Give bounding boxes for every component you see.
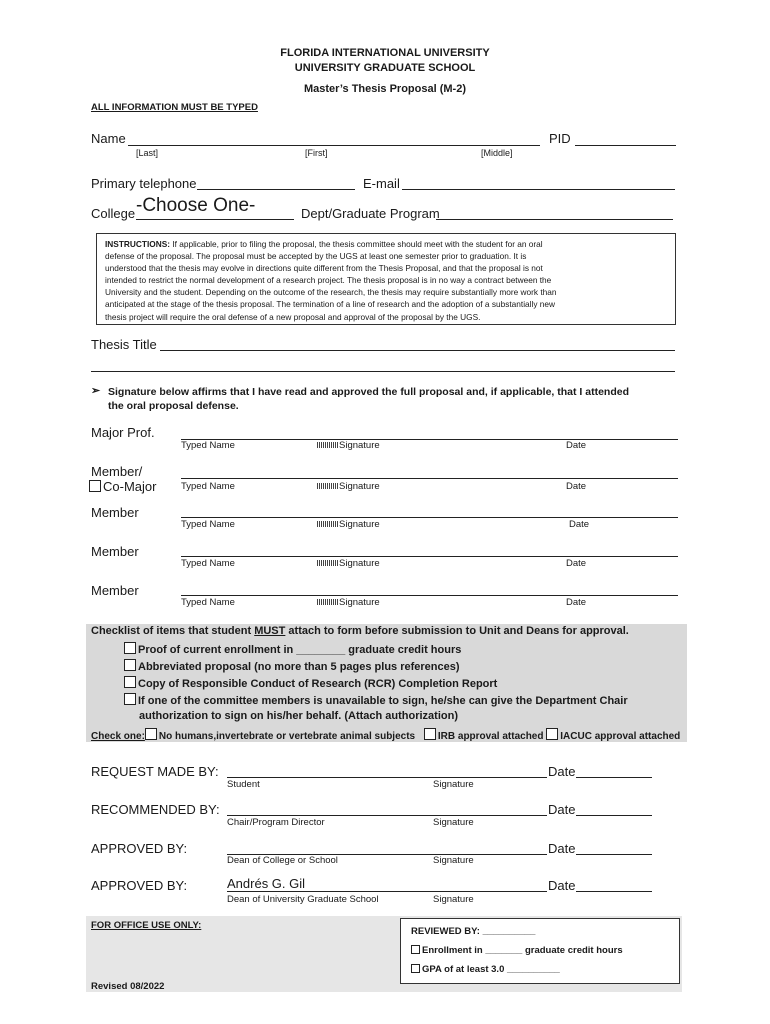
affirmation-line-1: Signature below affirms that I have read and approved the full proposal and, if applicable, that I attended [108, 386, 630, 398]
approved-college-date-label: Date [548, 841, 576, 856]
major-date: Date [566, 440, 587, 451]
approved-college-date-input[interactable] [576, 854, 652, 855]
checklist-item-rcr: Copy of Responsible Conduct of Research (RCR) Completion Report [124, 676, 497, 690]
member-1-date: Date [569, 519, 590, 530]
major-prof-line[interactable] [181, 439, 678, 440]
signature-field-icon [317, 560, 339, 566]
office-gpa: GPA of at least 3.0 __________ [411, 964, 560, 975]
co-major-label: Co-Major [89, 479, 156, 494]
no-subjects-checkbox[interactable] [145, 728, 157, 740]
typed-notice: ALL INFORMATION MUST BE TYPED [91, 102, 258, 113]
approved-ugs-date-label: Date [548, 878, 576, 893]
irb-checkbox[interactable] [424, 728, 436, 740]
university-name: FLORIDA INTERNATIONAL UNIVERSITY [280, 47, 490, 59]
affirmation-line-2: the oral proposal defense. [108, 400, 239, 412]
co-major-signature: Signature [317, 481, 380, 492]
approved-ugs-label: APPROVED BY: [91, 878, 188, 893]
member-1-typed-name: Typed Name [181, 519, 235, 530]
name-label: Name [91, 131, 126, 146]
reviewed-by: REVIEWED BY: __________ [411, 926, 536, 937]
no-subjects-option: No humans,invertebrate or vertebrate animal subjects [158, 731, 416, 742]
thesis-title-input[interactable] [160, 350, 675, 351]
dept-input[interactable] [436, 219, 673, 220]
office-gpa-checkbox[interactable] [411, 964, 420, 973]
instructions-line-6: anticipated at the stage of the thesis proposal. The termination of a line of research and the adoption of a substantially new [105, 299, 556, 310]
member-3-typed-name: Typed Name [181, 597, 235, 608]
signature-field-icon [317, 521, 339, 527]
affirmation-bullet: ➢ [91, 385, 101, 397]
first-sub-label: [First] [305, 148, 328, 158]
checklist-panel [86, 624, 687, 742]
member-1-line[interactable] [181, 517, 678, 518]
phone-label: Primary telephone [91, 176, 197, 191]
member-2-signature: Signature [317, 558, 380, 569]
request-date-label: Date [548, 764, 576, 779]
approved-ugs-signature-line[interactable] [227, 891, 547, 892]
abbreviated-checkbox[interactable] [124, 659, 136, 671]
last-sub-label: [Last] [136, 148, 159, 158]
member-3-signature: Signature [317, 597, 380, 608]
dean-ugs-sub-label: Dean of University Graduate School [227, 894, 379, 905]
instructions-box [96, 233, 676, 325]
member-2-date: Date [566, 558, 587, 569]
approved-ugs-date-input[interactable] [576, 891, 652, 892]
checklist-item-unavailable: If one of the committee members is unavailable to sign, he/she can give the Department Chair [124, 693, 628, 707]
student-sub-label: Student [227, 779, 260, 790]
dept-label: Dept/Graduate Program [301, 206, 440, 221]
college-select[interactable]: -Choose One- [136, 195, 256, 216]
checklist-item-enrollment: Proof of current enrollment in ________ graduate credit hours [124, 642, 461, 656]
request-date-input[interactable] [576, 777, 652, 778]
college-label: College [91, 206, 136, 221]
member-1-label: Member [91, 505, 139, 520]
co-major-date: Date [566, 481, 587, 492]
major-signature: Signature [317, 440, 380, 451]
signature-field-icon [317, 599, 339, 605]
middle-sub-label: [Middle] [481, 148, 513, 158]
member-slash-label: Member/ [91, 464, 143, 479]
member-3-line[interactable] [181, 595, 678, 596]
checklist-item-unavailable-cont: authorization to sign on his/her behalf. (Attach authorization) [139, 710, 458, 722]
unavailable-checkbox[interactable] [124, 693, 136, 705]
check-one-label: Check one: [91, 731, 145, 742]
instructions-line-3: understood that the thesis may evolve in directions quite different from the Thesis Proposal, and that the proposal is not [105, 263, 543, 274]
iacuc-option: IACUC approval attached [560, 731, 681, 742]
enrollment-checkbox[interactable] [124, 642, 136, 654]
instructions-line-7: thesis project will require the oral defense of a new proposal and approval of the proposal by the UGS. [105, 311, 481, 322]
chair-signature-sub-label: Signature [433, 817, 474, 828]
checklist-heading: Checklist of items that student MUST attach to form before submission to Unit and Deans for approval. [91, 625, 629, 637]
student-signature-sub-label: Signature [433, 779, 474, 790]
member-2-line[interactable] [181, 556, 678, 557]
member-2-typed-name: Typed Name [181, 558, 235, 569]
thesis-title-input-line2[interactable] [91, 371, 675, 372]
rcr-checkbox[interactable] [124, 676, 136, 688]
recommended-date-label: Date [548, 802, 576, 817]
member-3-date: Date [566, 597, 587, 608]
dean-name: Andrés G. Gil [227, 876, 306, 891]
dean-college-sub-label: Dean of College or School [227, 855, 338, 866]
request-signature-line[interactable] [227, 777, 547, 778]
chair-sub-label: Chair/Program Director [227, 817, 325, 828]
office-enrollment: Enrollment in _______ graduate credit hours [411, 945, 623, 956]
request-made-label: REQUEST MADE BY: [91, 764, 219, 779]
co-major-line[interactable] [181, 478, 678, 479]
instructions-line-2: defense of the proposal. The proposal must be accepted by the UGS at least one semester prior to graduation. It is [105, 251, 527, 262]
check-one-row [91, 728, 680, 742]
checklist-item-abbreviated: Abbreviated proposal (no more than 5 pages plus references) [124, 659, 460, 673]
co-major-typed-name: Typed Name [181, 481, 235, 492]
email-label: E-mail [363, 176, 400, 191]
irb-option: IRB approval attached [437, 731, 544, 742]
review-box [400, 918, 680, 984]
signature-field-icon [317, 483, 339, 489]
pid-label: PID [549, 131, 571, 146]
revised-date: Revised 08/2022 [91, 981, 165, 992]
college-underline [136, 219, 294, 220]
dean-college-signature-sub-label: Signature [433, 855, 474, 866]
co-major-checkbox[interactable] [89, 480, 101, 492]
instructions-line-4: intended to restrict the normal development of a research project. The thesis proposal is in no way a contract between the [105, 275, 552, 286]
phone-input[interactable] [197, 189, 355, 190]
member-3-label: Member [91, 583, 139, 598]
major-typed-name: Typed Name [181, 440, 235, 451]
dean-ugs-signature-sub-label: Signature [433, 894, 474, 905]
iacuc-checkbox[interactable] [546, 728, 558, 740]
pid-input[interactable] [575, 145, 676, 146]
signature-field-icon [317, 442, 339, 448]
office-use-label: FOR OFFICE USE ONLY: [91, 920, 202, 931]
instructions-line-1: INSTRUCTIONS: If applicable, prior to filing the proposal, the thesis committee should meet with the student for an oral [105, 239, 543, 249]
instructions-line-5: University and the student. Depending on the outcome of the research, the thesis may require substantially more work than [105, 287, 557, 298]
form-title: Master’s Thesis Proposal (M-2) [304, 83, 466, 95]
name-input[interactable] [128, 145, 540, 146]
member-2-label: Member [91, 544, 139, 559]
school-name: UNIVERSITY GRADUATE SCHOOL [294, 62, 476, 74]
office-enrollment-checkbox[interactable] [411, 945, 420, 954]
recommended-date-input[interactable] [576, 815, 652, 816]
recommended-label: RECOMMENDED BY: [91, 802, 220, 817]
major-prof-label: Major Prof. [91, 425, 155, 440]
thesis-title-label: Thesis Title [91, 337, 157, 352]
recommended-signature-line[interactable] [227, 815, 547, 816]
member-1-signature: Signature [317, 519, 380, 530]
approved-college-label: APPROVED BY: [91, 841, 188, 856]
email-input[interactable] [402, 189, 675, 190]
